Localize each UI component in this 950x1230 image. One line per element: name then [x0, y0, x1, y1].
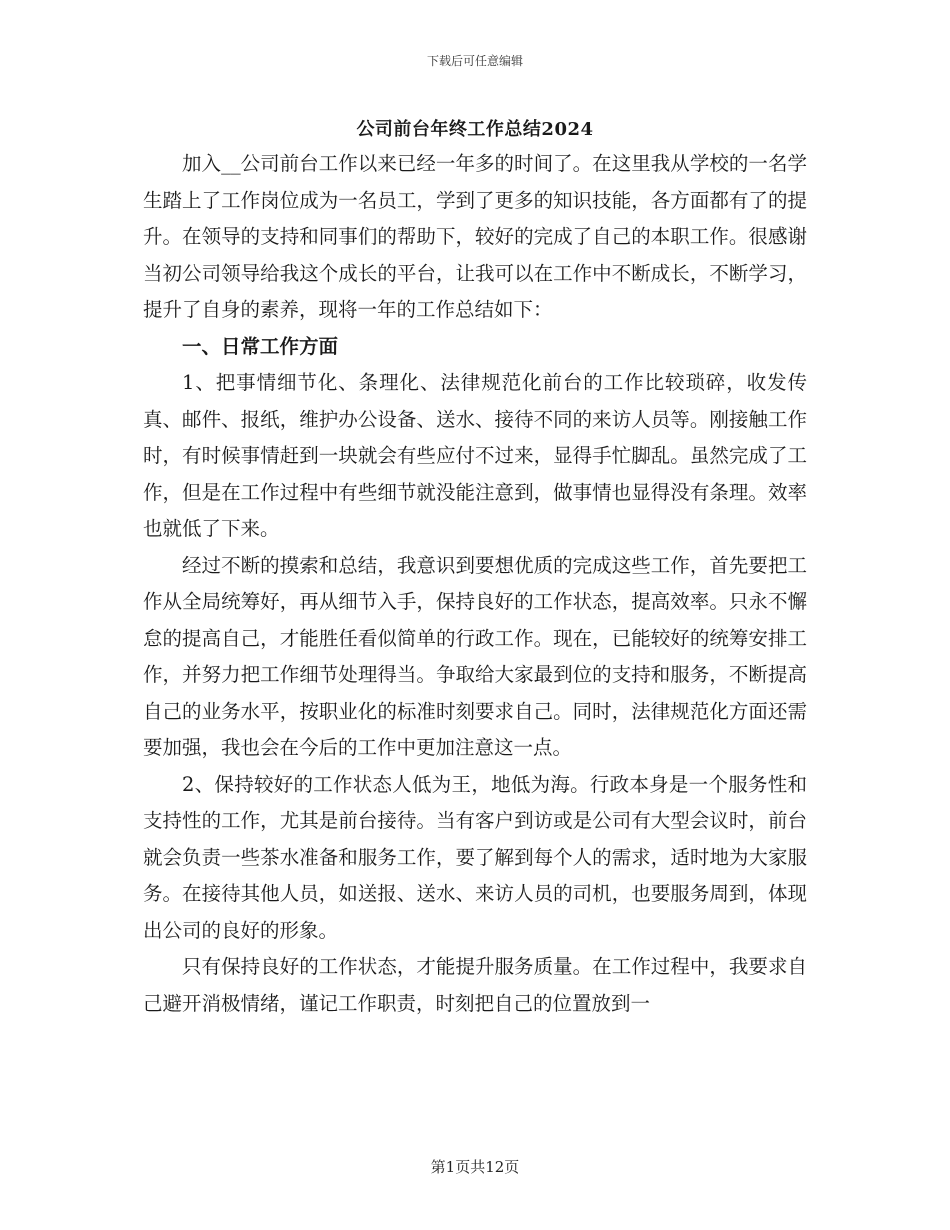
- page-header-note: 下载后可任意编辑: [426, 54, 523, 68]
- paragraph-3: 2、保持较好的工作状态人低为王，地低为海。行政本身是一个服务性和支持性的工作，尤其是前台接待。当有客户到访或是公司有大型会议时，前台就会负责一些茶水准备和服务工作，要了解到每个人的需求，适时地为大家服务。在接待其他人员，如送报、送水、来访人员的司机，也要服务周到，体现出公司的良好的形象。: [143, 772, 807, 942]
- paragraph-1: 1、把事情细节化、条理化、法律规范化前台的工作比较琐碎，收发传真、邮件、报纸，维护办公设备、送水、接待不同的来访人员等。刚接触工作时，有时候事情赶到一块就会有些应付不过来，显得手忙脚乱。虽然完成了工作，但是在工作过程中有些细节就没能注意到，做事情也显得没有条理。效率也就低了下来。: [143, 371, 807, 540]
- page-number: 第1页共12页: [430, 1158, 520, 1176]
- document-body: [143, 146, 807, 1022]
- intro-paragraph: 加入__公司前台工作以来已经一年多的时间了。在这里我从学校的一名学生踏上了工作岗位成为一名员工，学到了更多的知识技能，各方面都有了的提升。在领导的支持和同事们的帮助下，较好的完成了自己的本职工作。很感谢当初公司领导给我这个成长的平台，让我可以在工作中不断成长，不断学习，提升了自身的素养，现将一年的工作总结如下：: [143, 152, 807, 321]
- section-heading-daily-work: 一、日常工作方面: [182, 334, 339, 358]
- paragraph-4: 只有保持良好的工作状态，才能提升服务质量。在工作过程中，我要求自己避开消极情绪，谨记工作职责，时刻把自己的位置放到一: [143, 955, 807, 1015]
- document-title: 公司前台年终工作总结2024: [356, 119, 594, 140]
- paragraph-2: 经过不断的摸索和总结，我意识到要想优质的完成这些工作，首先要把工作从全局统筹好，再从细节入手，保持良好的工作状态，提高效率。只永不懈怠的提高自己，才能胜任看似简单的行政工作。现在，已能较好的统筹安排工作，并努力把工作细节处理得当。争取给大家最到位的支持和服务，不断提高自己的业务水平，按职业化的标准时刻要求自己。同时，法律规范化方面还需要加强，我也会在今后的工作中更加注意这一点。: [143, 553, 807, 759]
